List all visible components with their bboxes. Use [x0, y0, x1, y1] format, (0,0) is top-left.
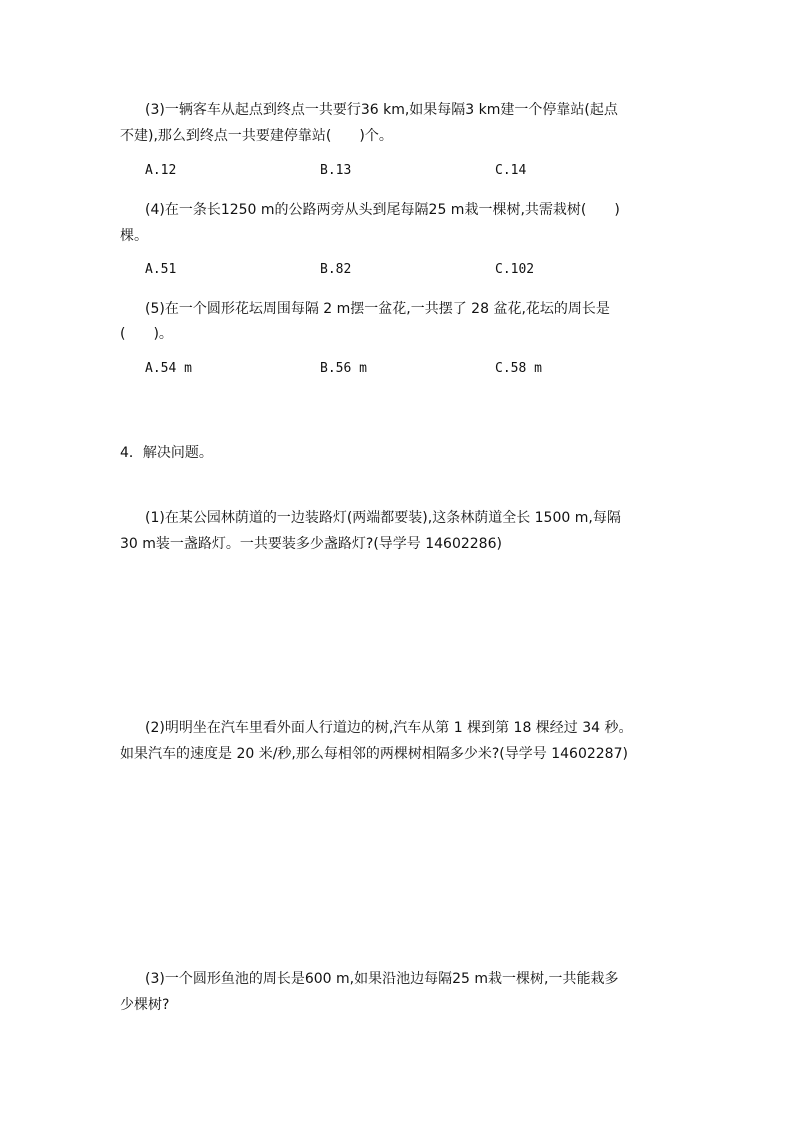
q4-text-line1: (4)在一条长1250 m的公路两旁从头到尾每隔25 m栽一棵树,共需栽树( ): [145, 202, 620, 218]
q3-option-a: A.12: [145, 163, 177, 178]
q5-option-a: A.54 m: [145, 361, 192, 376]
q5-text-line1: (5)在一个圆形花坛周围每隔 2 m摆一盆花,一共摆了 28 盆花,花坛的周长是: [145, 301, 610, 317]
q5-options: [145, 361, 705, 381]
q3-option-b: B.13: [320, 163, 352, 178]
q5-text-line2: ( )。: [120, 326, 173, 342]
q4-option-b: B.82: [320, 262, 352, 277]
q3-text-line1: (3)一辆客车从起点到终点一共要行36 km,如果每隔3 km建一个停靠站(起点: [145, 102, 618, 118]
q4-text-line2: 棵。: [120, 228, 148, 244]
problem1-line2: 30 m装一盏路灯。一共要装多少盏路灯?(导学号 14602286): [120, 536, 502, 552]
section4-title: 4．解决问题。: [120, 445, 213, 461]
problem3-line2: 少棵树?: [120, 997, 170, 1013]
problem1-line1: (1)在某公园林荫道的一边装路灯(两端都要装),这条林荫道全长 1500 m,每隔: [145, 510, 621, 526]
q5-option-c: C.58 m: [495, 361, 542, 376]
q4-option-c: C.102: [495, 262, 535, 277]
problem3-line1: (3)一个圆形鱼池的周长是600 m,如果沿池边每隔25 m栽一棵树,一共能栽多: [145, 971, 619, 987]
q4-option-a: A.51: [145, 262, 177, 277]
problem2-line1: (2)明明坐在汽车里看外面人行道边的树,汽车从第 1 棵到第 18 棵经过 34 秒。: [145, 720, 633, 736]
q3-options: [145, 163, 705, 183]
q5-option-b: B.56 m: [320, 361, 367, 376]
q3-option-c: C.14: [495, 163, 527, 178]
q3-text-line2: 不建),那么到终点一共要建停靠站( )个。: [120, 128, 393, 144]
q4-options: [145, 262, 705, 282]
problem2-line2: 如果汽车的速度是 20 米/秒,那么每相邻的两棵树相隔多少米?(导学号 14602287): [120, 746, 628, 762]
